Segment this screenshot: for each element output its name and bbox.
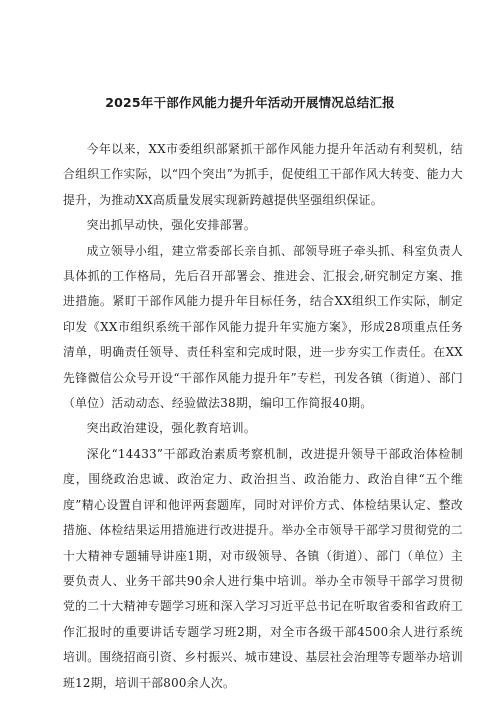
intro-paragraph: 今年以来，XX市委组织部紧抓干部作风能力提升年活动有利契机，结合组织工作实际，以“四个突出”为抓手，促使组工干部作风大转变、能力大提升，为推动XX高质量发展实现新跨越提供坚强组织保证。 bbox=[63, 142, 463, 207]
document-body bbox=[63, 137, 463, 696]
training-paragraph: 深化“14433”干部政治素质考察机制，改进提升领导干部政治体检制度，围绕政治忠诚、政治定力、政治担当、政治能力、政治自律“五个维度”精心设置自评和他评两套题库，同时对评价方式、体检结果认定、整改措施、体检结果运用措施进行改进提升。举办全市领导干部学习贯彻党的二十大精神专题辅导讲座1期，对市级领导、各镇（街道）、部门（单位）主要负责人、业务干部共90余人进行集中培训。举办全市领导干部学习贯彻党的二十大精神专题学习班和深入学习习近平总书记在听取省委和省政府工作汇报时的重要讲话专题学习班2期，对全市各级干部4500余人进行系统培训。围绕招商引资、乡村振兴、城市建设、基层社会治理等专题举办培训班12期，培训干部800余人次。 bbox=[63, 446, 463, 690]
section-heading-training: 突出政治建设，强化教育培训。 bbox=[86, 421, 256, 436]
deployment-paragraph: 成立领导小组，建立常委部长亲自抓、部领导班子牵头抓、科室负责人具体抓的工作格局，先后召开部署会、推进会、汇报会,研究制定方案、推进措施。紧盯干部作风能力提升年目标任务，结合XX组织工作实际，制定印发《XX市组织系统干部作风能力提升年实施方案》，形成28项重点任务清单，明确责任领导、责任科室和完成时限，进一步夯实工作责任。在XX先锋微信公众号开设“干部作风能力提升年”专栏，刊发各镇（街道）、部门（单位）活动动态、经验做法38期，编印工作简报40期。 bbox=[63, 243, 463, 411]
section-heading-deployment: 突出抓早动快，强化安排部署。 bbox=[86, 218, 256, 233]
document-title: 2025年干部作风能力提升年活动开展情况总结汇报 bbox=[105, 95, 395, 110]
